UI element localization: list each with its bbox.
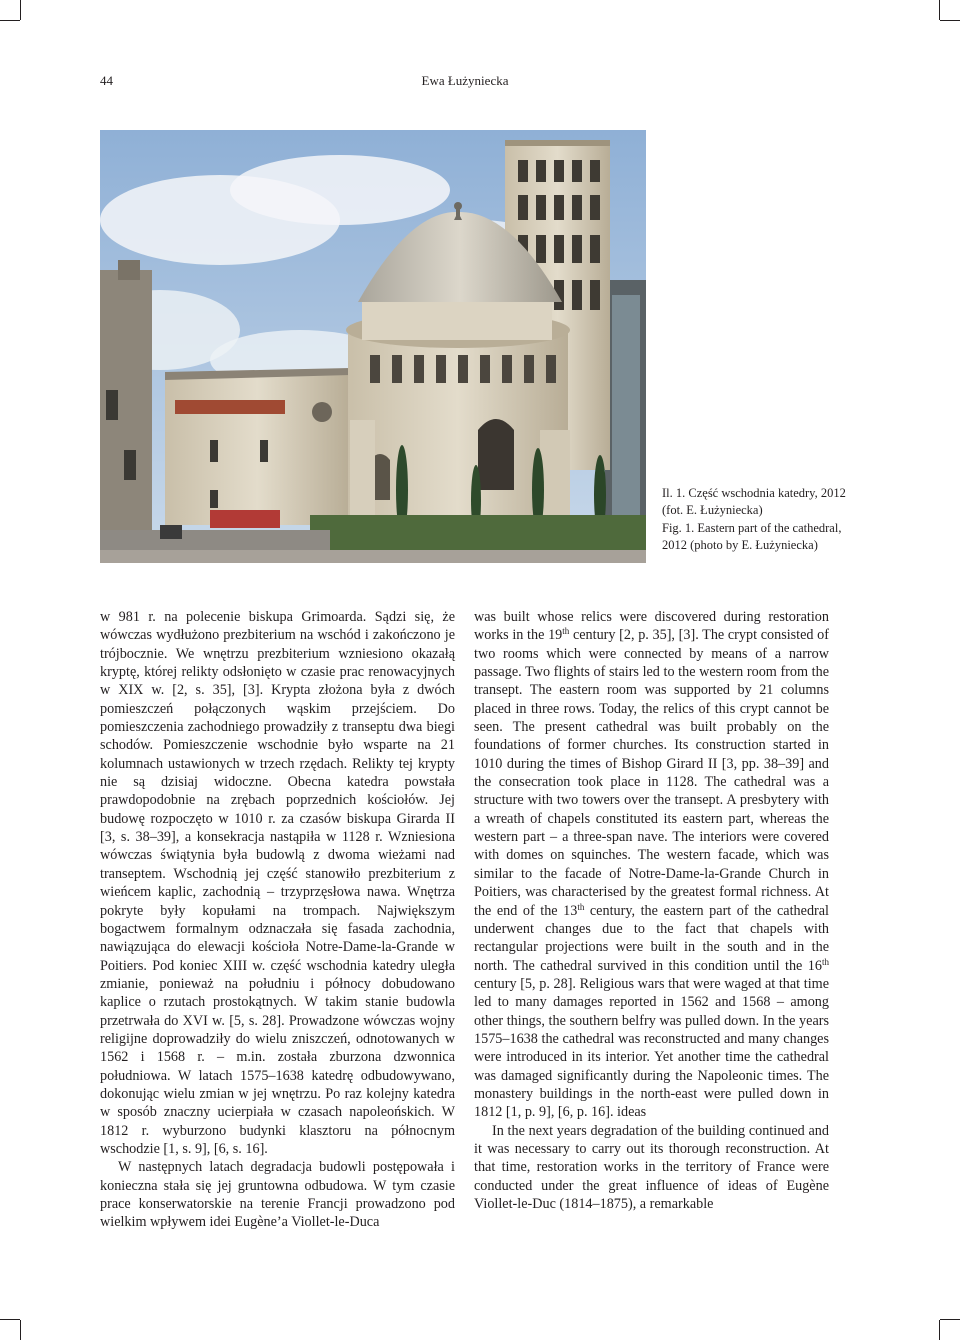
paragraph: w 981 r. na polecenie biskupa Grimoarda. Sądzi się, że wówczas wydłużono prezbiterium na wschód i zakończono je trójbocznie. We wnętrzu prezbiterium wzniesiono okazałą kryptę, której relikty odsłonięto w czasie prac renowacyjnych w XIX w. [2, s. 35], [3]. Krypta złożona była z dwóch pomieszczeń połączonych wąskim przejściem. Do pomieszczenia zachodniego prowadziły z transeptu dwa biegi schodów. Pomieszczenie wschodnie było wsparte na 21 kolumnach ustawionych w trzech rzędach. Relikty tej krypty nie są dzisiaj widoczne. Obecna katedra powstała prawdopodobnie na zrębach poprzednich kościołów. Jej budowę rozpoczęto w 1010 r. za czasów biskupa Girarda II [3, s. 38–39], a konsekracja nastąpiła w 1128 r. Wzniesiona wówczas świątynia była budowlą z dwoma wieżami nad transeptem. Wschodnią jej część stanowiło prezbiterium z wieńcem kaplic, zachodnią – trzyprzęsłowa nawa. Wnętrza pokryte były kopułami na trompach. Największym bogactwem formalnym odznaczała się fasada zachodnia, nawiązująca do elewacji kościoła Notre-Dame-la-Grande w Poitiers. Pod koniec XIII w. część wschodnia katedry uległa zmianie, ponieważ na południu i północy dobudowano kaplice o rzutach prostokątnych. W takim stanie budowla przetrwała do XVI w. [5, s. 28]. Prowadzone wówczas wojny religijne doprowadziły do wielu zniszczeń, odnotowanych w 1562 i 1568 r. – m.in. została zburzona dzwonnica południowa. W latach 1575–1638 katedrę odbudowywano, dokonując wielu zmian w jej wnętrzu. Po raz kolejny katedra w sposób znaczny ucierpiała w czasach napoleońskich. W 1812 r. wyburzono budynki klasztoru na północnym wschodzie [1, s. 9], [6, s. 16]. (100, 609, 455, 1157)
crop-mark (20, 0, 21, 20)
crop-mark (20, 1320, 21, 1340)
text-run: century [5, p. 28]. Religious wars that were waged at that time led to many damages reported in 1562 and 1568 – among other things, the southern belfry was pulled down. In the years 1575–1638 the cathedral was reconstructed and many changes were introduced in its interior. Yet another time the cathedral was damaged significantly during the Napoleonic times. The monastery buildings in the north-east were pulled down in 1812 [1, p. 9], [6, p. 16]. ideas (474, 975, 829, 1121)
running-head-author: Ewa Łużyniecka (421, 73, 509, 88)
paragraph (474, 608, 829, 1122)
cathedral-photo-icon (100, 130, 646, 563)
figure-caption-english: Fig. 1. Eastern part of the cathedral, 2012 (photo by E. Łużyniecka) (662, 521, 842, 552)
crop-mark (0, 1319, 20, 1320)
paragraph: W następnych latach degradacja budowli postępowała i konieczna stała się jej gruntowna odbudowa. W tym czasie prace konserwatorskie na terenie Francji prowadzono pod wielkim wpływem idei Eugène’a Viollet-le-Duca (100, 1159, 455, 1231)
crop-mark (940, 1319, 960, 1320)
crop-mark (0, 20, 20, 21)
text-run: century [2, p. 35], [3]. The crypt consisted of two rooms which were connected by means of a narrow passage. Two flights of stairs led to the western room from the transept. The eastern room was supported by 21 columns placed in three rows. Today, the relics of this crypt cannot be seen. The present cathedral was built probably on the foundations of former churches. Its construction started in 1010 during the times of Bishop Girard II [3, pp. 38–39] and the consecration took place in 1128. The cathedral was a structure with two towers over the transept. A presbytery with a wreath of chapels constituted its eastern part, whereas the western part – a three-span nave. The interiors were covered with domes on squinches. The western facade, which was similar to the facade of Notre-Dame-la-Grande Church in Poitiers, was characterised by the greatest formal richness. At the end of the 13 (474, 627, 829, 919)
crop-mark (939, 1320, 940, 1340)
paragraph: In the next years degradation of the building continued and it was necessary to carry out its thorough reconstruction. At that time, restoration works in the territory of France were conducted under the great influence of ideas of Eugène Viollet-le-Duc (1814–1875), a remarkable (474, 1122, 829, 1212)
text-column-english (474, 608, 829, 1213)
superscript: th (821, 956, 829, 967)
crop-mark (940, 20, 960, 21)
superscript: th (562, 626, 570, 637)
text-run: century, the eastern part of the cathedral underwent changes due to the fact that chapels with rectangular projections were built in the south and in the north. The cathedral survived in this condition until the 16 (474, 902, 829, 974)
text-column-polish (100, 608, 455, 1232)
page-number: 44 (100, 73, 113, 88)
figure-caption-polish: Il. 1. Część wschodnia katedry, 2012 (fot. E. Łużyniecka) (662, 486, 846, 517)
text-run: was built whose relics were discovered during restoration works in the 19 (474, 609, 829, 644)
superscript: th (577, 901, 585, 912)
crop-mark (939, 0, 940, 20)
